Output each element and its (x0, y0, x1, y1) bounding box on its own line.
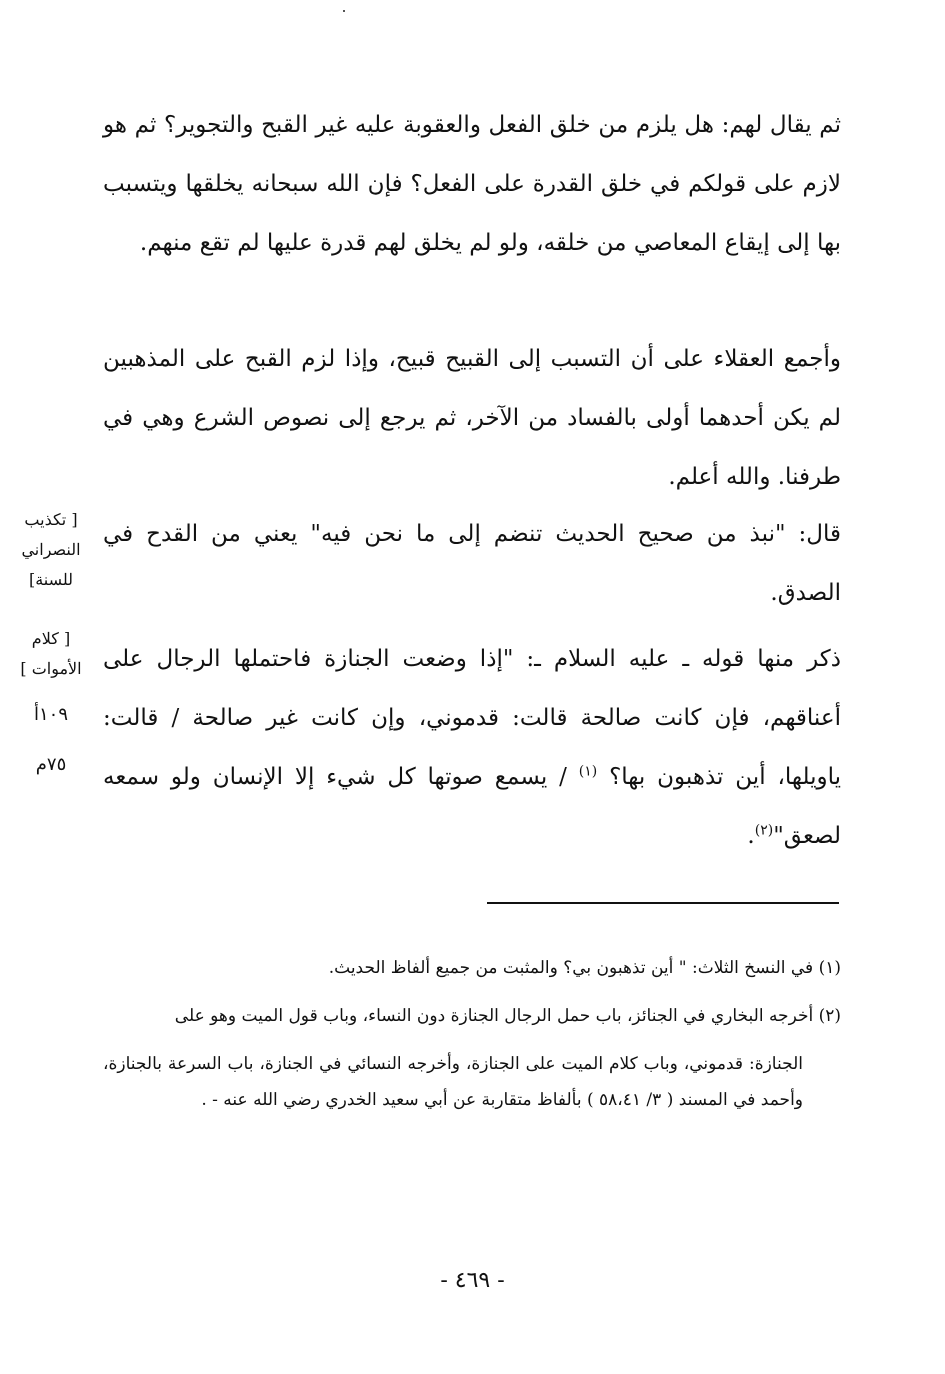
footnote-ref-2: (٢) (754, 822, 774, 839)
folio-ref-2: ٧٥م (35, 754, 67, 775)
paragraph-4-continuation: / يسمع صوتها كل شيء إلا الإنسان ولو سمعه لصعق" (103, 764, 841, 849)
footnote-separator (487, 902, 839, 904)
footnote-2-line1: (٢) أخرجه البخاري في الجنائز، باب حمل الرجال الجنازة دون النساء، وباب قول الميت وهو على (174, 1006, 841, 1026)
paragraph-4-text: ذكر منها قوله ـ عليه السلام ـ: "إذا وضعت الجنازة فاحتملها الرجال على أعناقهم، فإن كانت صالحة قالت: قدموني، وإن كانت غير صالحة / قالت: ياويلها، أين تذهبون بها؟ (103, 646, 842, 790)
margin-note-dead-speech: [ كلام الأموات ] (20, 629, 82, 678)
paragraph-2: وأجمع العقلاء على أن التسبب إلى القبيح قبيح، وإذا لزم القبح على المذهبين لم يكن أحدهما أولى بالفساد من الآخر، ثم يرجع إلى نصوص الشرع وهي في طرفنا. والله أعلم. (103, 346, 841, 490)
footnote-2 (103, 998, 841, 1034)
scan-speck (343, 10, 345, 12)
paragraph-4-end: . (747, 823, 755, 849)
paragraph-4 (103, 630, 841, 866)
footnotes (103, 950, 841, 1130)
footnote-1: (١) في النسخ الثلاث: " أين تذهبون بي؟ والمثبت من جميع ألفاظ الحديث. (328, 958, 841, 978)
page-number: - ٤٦٩ - (440, 1268, 505, 1293)
margin-note-christian: [ تكذيب النصراني للسنة] (21, 510, 81, 589)
margin-folios (6, 690, 96, 790)
footnote-ref-1: (١) (578, 763, 598, 780)
paragraph-3: قال: "نبذ من صحيح الحديث تنضم إلى ما نحن فيه" يعني من القدح في الصدق. (103, 521, 841, 606)
footnote-2-continuation: الجنازة: قدموني، وباب كلام الميت على الجنازة، وأخرجه النسائي في الجنازة، باب السرعة بالجنازة، وأحمد في المسند ( ٣/ ٥٨،٤١ ) بألفاظ متقاربة عن أبي سعيد الخدري رضي الله عنه - . (103, 1054, 803, 1110)
paragraph-1: ثم يقال لهم: هل يلزم من خلق الفعل والعقوبة عليه غير القبح والتجوير؟ ثم هو لازم على قولكم في خلق القدرة على الفعل؟ فإن الله سبحانه يخلقها ويتسبب بها إلى إيقاع المعاصي من خلقه، ولو لم يخلق لهم قدرة عليها لم تقع منهم. (103, 112, 841, 256)
folio-ref-1: ١٠٩أ (33, 704, 69, 725)
